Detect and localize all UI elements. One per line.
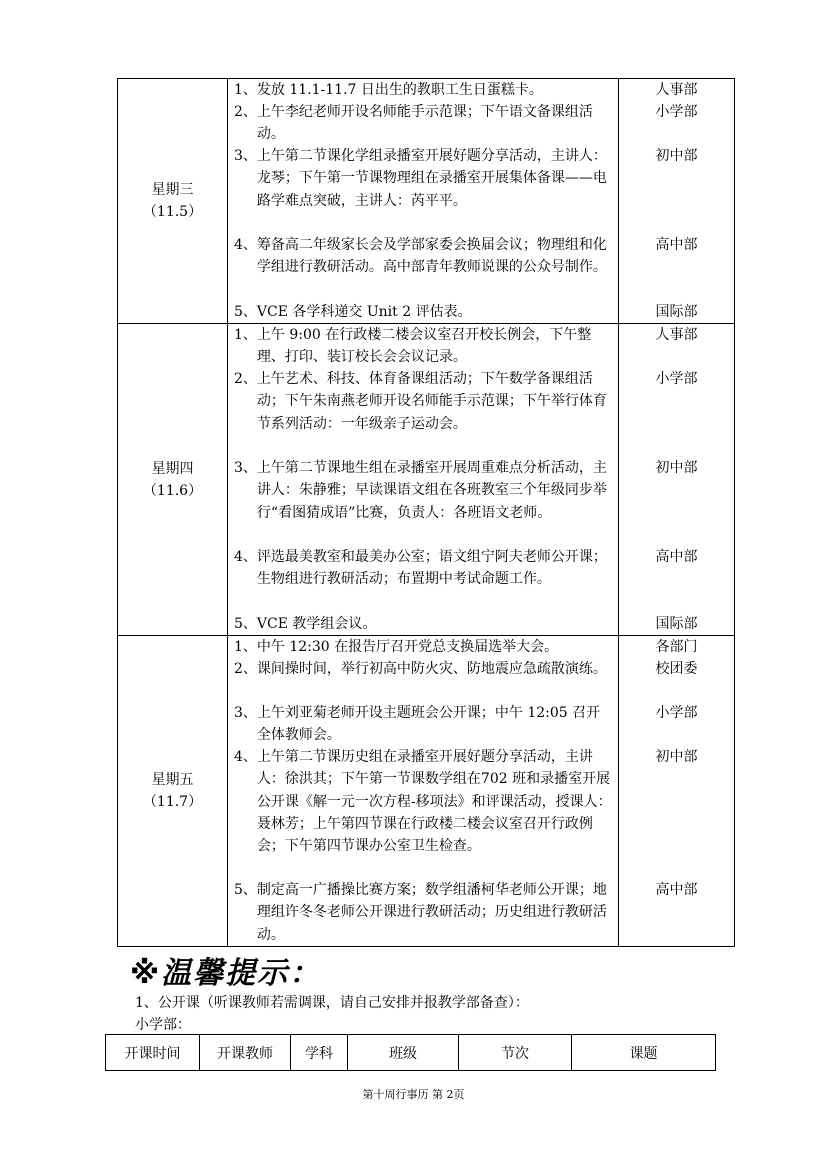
schedule-item: 5、 制定高一广播操比赛方案；数学组潘柯华老师公开课；地理组许冬冬老师公开课进行教研活动；历史组进行教研活动。	[234, 882, 607, 943]
items-cell	[228, 79, 619, 324]
schedule-row-friday	[118, 636, 735, 947]
dept-label: 小学部	[655, 705, 698, 721]
schedule-item: 4、 上午第二节课历史组在录播室开展好题分享活动，主讲人：徐洪其；下午第一节课数学组在702 班和录播室开展公开课《解一元一次方程-移项法》和评课活动，授课人：聂林芳；上午第四节课在行政楼二楼会议室召开行政例会；下午第四节课办公室卫生检查。	[234, 749, 612, 855]
day-date: （11.7）	[142, 794, 203, 810]
open-class-header-row	[106, 1035, 716, 1071]
day-cell	[118, 636, 228, 947]
dept-label: 各部门	[655, 639, 698, 655]
dept-label: 初中部	[655, 460, 698, 476]
day-cell	[118, 79, 228, 324]
dept-label: 人事部	[655, 82, 698, 98]
schedule-item: 5、 VCE 教学组会议。	[234, 616, 377, 632]
column-header-subject: 学科	[291, 1035, 348, 1071]
items-cell	[228, 636, 619, 947]
schedule-row-thursday	[118, 324, 735, 636]
items-cell	[228, 324, 619, 636]
dept-label: 初中部	[655, 749, 698, 765]
open-class-table	[105, 1034, 716, 1071]
day-name: 星期四	[151, 460, 194, 477]
dept-label: 国际部	[655, 304, 698, 320]
schedule-item: 1、 上午 9:00 在行政楼二楼会议室召开校长例会，下午整理、打印、装订校长会会议记录。	[234, 327, 592, 366]
dept-cell	[619, 324, 735, 636]
dept-cell	[619, 79, 735, 324]
schedule-item: 2、 上午艺术、科技、体育备课组活动；下午数学备课组活动；下午朱南燕老师开设名师能手示范课；下午举行体育节系列活动：一年级亲子运动会。	[234, 371, 607, 432]
day-date: （11.6）	[142, 482, 203, 499]
dept-label: 国际部	[655, 616, 698, 632]
schedule-item: 5、 VCE 各学科递交 Unit 2 评估表。	[234, 304, 472, 320]
dept-label: 小学部	[655, 104, 698, 120]
tips-open-class-note: 1、公开课（听课教师若需调课，请自己安排并报教学部备查）：	[135, 995, 529, 1011]
schedule-item: 3、 上午刘亚菊老师开设主题班会公开课；中午 12:05 召开全体教师会。	[234, 705, 601, 744]
dept-label: 高中部	[655, 237, 698, 253]
schedule-item: 1、 发放 11.1-11.7 日出生的教职工生日蛋糕卡。	[234, 82, 543, 98]
schedule-item: 2、 上午李纪老师开设名师能手示范课；下午语文备课组活动。	[234, 104, 593, 143]
column-header-teacher: 开课教师	[200, 1035, 291, 1071]
dept-label: 高中部	[655, 549, 698, 565]
page-footer: 第十周行事历 第 2页	[362, 1088, 465, 1101]
schedule-item: 1、 中午 12:30 在报告厅召开党总支换届选举大会。	[234, 639, 559, 655]
tips-primary-school-label: 小学部：	[135, 1017, 191, 1033]
dept-label: 高中部	[655, 882, 698, 898]
schedule-item: 4、 评选最美教室和最美办公室；语文组宁阿夫老师公开课；生物组进行教研活动；布置期中考试命题工作。	[234, 549, 607, 588]
schedule-item: 3、 上午第二节课化学组录播室开展好题分享活动，主讲人：龙琴；下午第一节课物理组在录播室开展集体备课——电路学难点突破，主讲人：芮平平。	[234, 148, 607, 209]
dept-label: 初中部	[655, 148, 698, 164]
schedule-item: 3、 上午第二节课地生组在录播室开展周重难点分析活动，主讲人：朱静雅；早读课语文组在各班教室三个年级同步举行“看图猜成语”比赛，负责人：各班语文老师。	[234, 460, 607, 521]
day-name: 星期三	[151, 182, 194, 198]
schedule-item: 4、 筹备高二年级家长会及学部家委会换届会议；物理组和化学组进行教研活动。高中部青年教师说课的公众号制作。	[234, 237, 607, 276]
tips-title: ※温馨提示：	[130, 956, 322, 991]
day-date: （11.5）	[142, 204, 203, 220]
day-cell	[118, 324, 228, 636]
column-header-period: 节次	[459, 1035, 572, 1071]
schedule-row-wednesday	[118, 79, 735, 324]
dept-label: 校团委	[655, 661, 698, 677]
dept-label: 小学部	[655, 371, 698, 387]
schedule-item: 2、 课间操时间，举行初高中防火灾、防地震应急疏散演练。	[234, 661, 607, 677]
dept-cell	[619, 636, 735, 947]
column-header-time: 开课时间	[106, 1035, 200, 1071]
day-name: 星期五	[151, 772, 194, 788]
weekly-schedule-table	[117, 78, 735, 947]
column-header-topic: 课题	[572, 1035, 716, 1071]
column-header-class: 班级	[348, 1035, 459, 1071]
dept-label: 人事部	[655, 327, 698, 343]
